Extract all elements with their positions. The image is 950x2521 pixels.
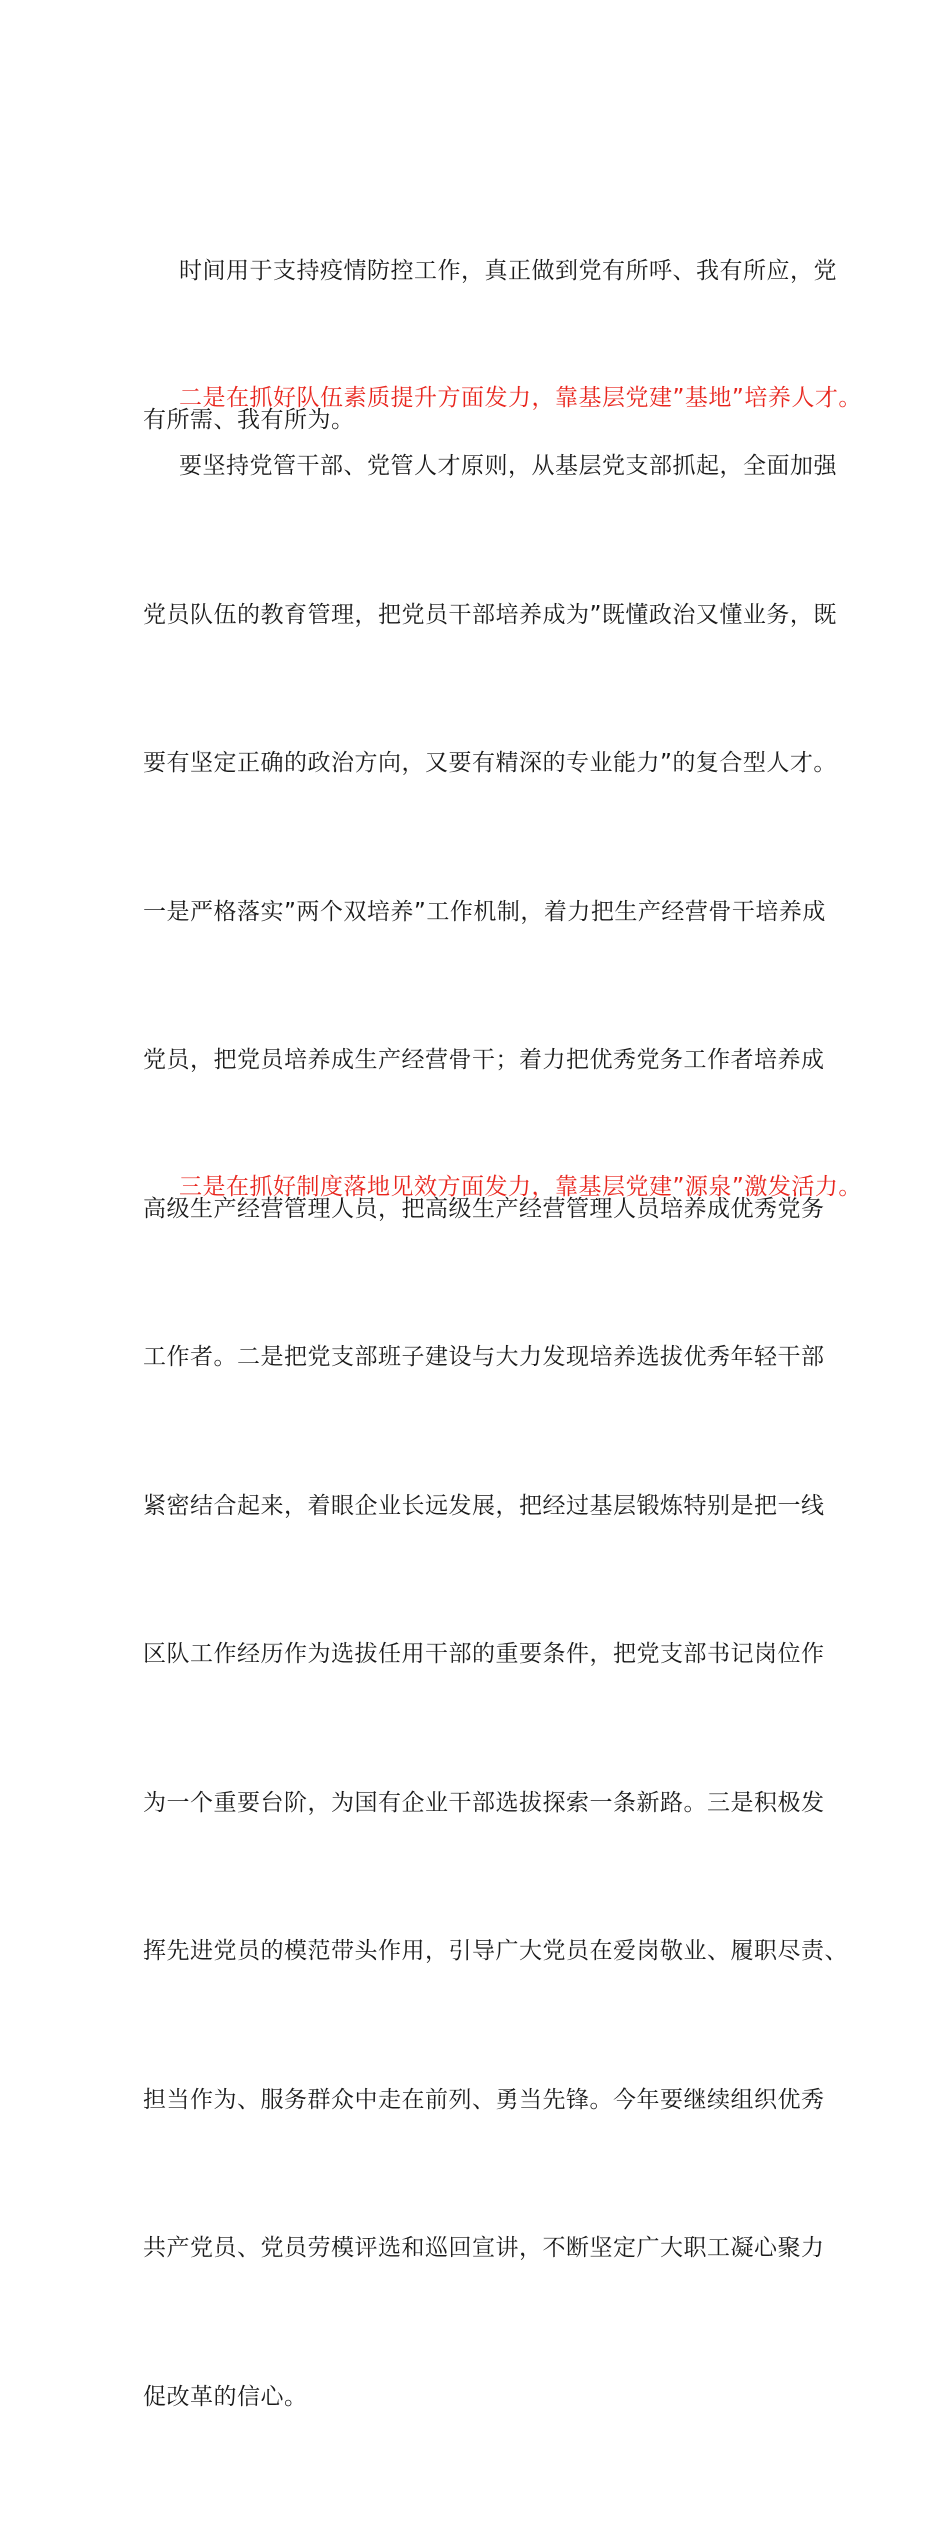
paragraph-2-line: 一是严格落实”两个双培养”工作机制，着力把生产经营骨干培养成: [143, 898, 826, 925]
paragraph-2-line: 高级生产经营管理人员，把高级生产经营管理人员培养成优秀党务: [143, 1195, 825, 1222]
paragraph-1-line: 有所需、我有所为。: [143, 406, 355, 433]
paragraph-2-line: 紧密结合起来，着眼企业长远发展，把经过基层锻炼特别是把一线: [143, 1492, 825, 1519]
heading-2-text: 二是在抓好队伍素质提升方面发力，靠基层党建”基地”培养人才。: [179, 385, 862, 411]
paragraph-2-line: 为一个重要台阶，为国有企业干部选拔探索一条新路。三是积极发: [143, 1789, 825, 1816]
paragraph-2-line: 共产党员、党员劳模评选和巡回宣讲，不断坚定广大职工凝心聚力: [143, 2235, 825, 2261]
section-heading-3: [143, 1064, 862, 1312]
paragraph-2-line: 挥先进党员的模范带头作用，引导广大党员在爱岗敬业、履职尽责、: [143, 1938, 848, 1964]
paragraph-2-line: 党员队伍的教育管理，把党员干部培养成为”既懂政治又懂业务，既: [143, 601, 837, 628]
paragraph-2-line: 促改革的信心。: [143, 2383, 308, 2410]
paragraph-2-line: 党员，把党员培养成生产经营骨干；着力把优秀党务工作者培养成: [143, 1047, 825, 1073]
paragraph-2-line: 要有坚定正确的政治方向，又要有精深的专业能力”的复合型人才。: [143, 750, 837, 776]
paragraph-2-line: 担当作为、服务群众中走在前列、勇当先锋。今年要继续组织优秀: [143, 2086, 825, 2113]
paragraph-2-line: 区队工作经历作为选拔任用干部的重要条件，把党支部书记岗位作: [143, 1641, 825, 1667]
paragraph-2-line: 工作者。二是把党支部班子建设与大力发现培养选拔优秀年轻干部: [143, 1344, 825, 1370]
paragraph-2-line: 要坚持党管干部、党管人才原则，从基层党支部抓起，全面加强: [179, 453, 837, 479]
paragraph-2: [143, 343, 862, 2521]
heading-3-text: 三是在抓好制度落地见效方面发力，靠基层党建”源泉”激发活力。: [179, 1174, 862, 1200]
paragraph-1-line: 时间用于支持疫情防控工作，真正做到党有所呼、我有所应，党: [179, 258, 837, 284]
